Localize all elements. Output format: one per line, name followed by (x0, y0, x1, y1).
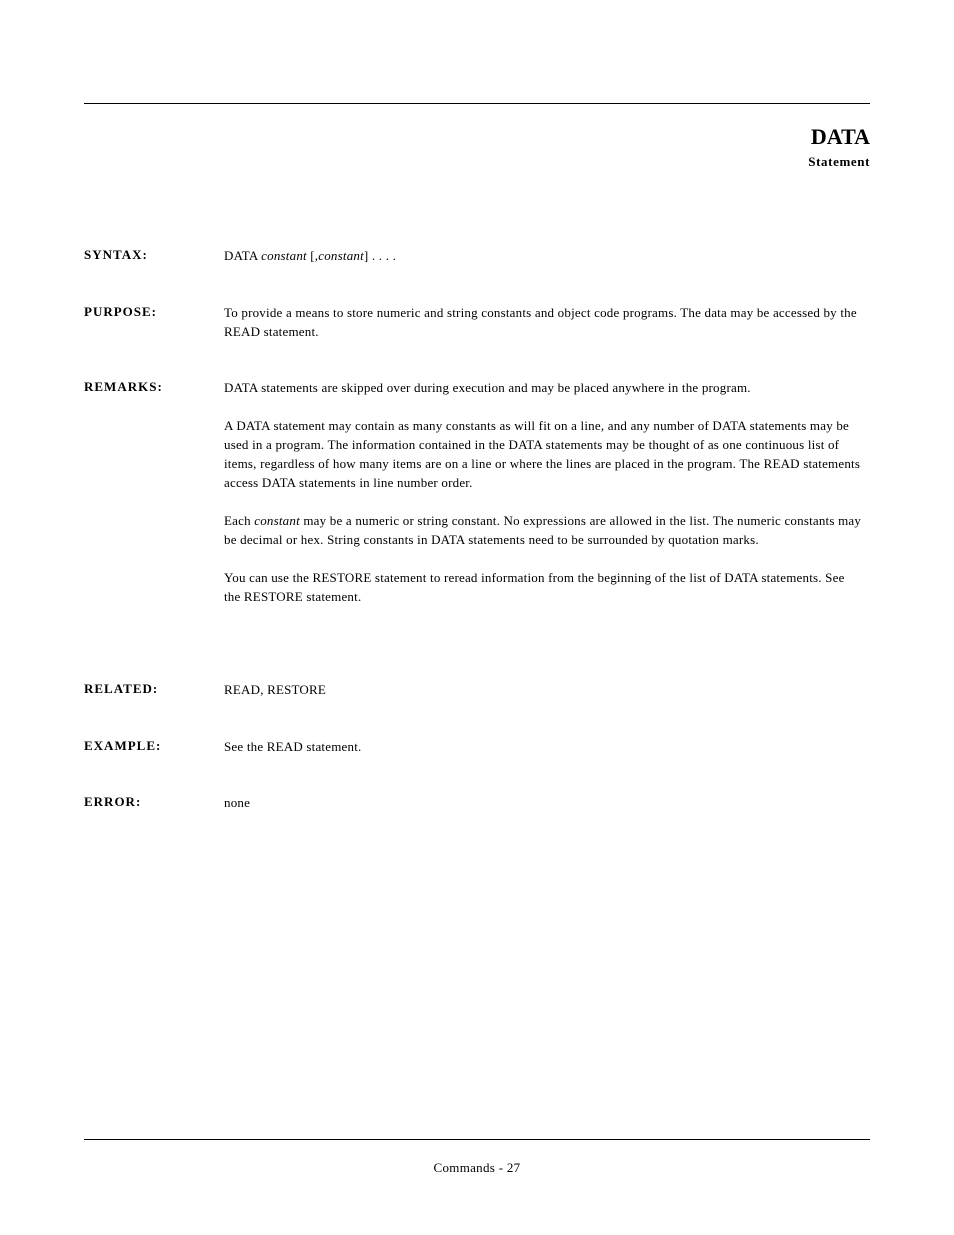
purpose-text (224, 303, 864, 341)
example-text: See the READ statement. (224, 739, 362, 754)
remarks-p3-em: constant (254, 513, 300, 528)
error-label: ERROR: (84, 794, 142, 809)
remarks-p3-before: Each (224, 513, 251, 528)
syntax-arg2: constant (318, 248, 364, 263)
remarks-label: REMARKS: (84, 379, 163, 394)
page-footer: Commands - 27 (433, 1160, 521, 1175)
syntax-bracket-close: ] . . . . (363, 248, 397, 263)
example-label: EXAMPLE: (84, 738, 162, 753)
footer-rule (84, 1139, 870, 1140)
remarks-p3-after: may be a numeric or string constant. No expressions are allowed in the list. The numeric constants may be decimal or hex. String constants in DATA statements need to be surrounded by quotation marks. (224, 513, 862, 547)
remarks-paragraph-1: DATA statements are skipped over during execution and may be placed anywhere in the program. (224, 380, 751, 395)
syntax-keyword: DATA (224, 248, 258, 263)
syntax-label: SYNTAX: (84, 247, 148, 262)
remarks-paragraph-4: You can use the RESTORE statement to reread information from the beginning of the list of DATA statements. See the RESTORE statement. (224, 570, 845, 604)
syntax-arg1: constant (261, 248, 307, 263)
error-text: none (224, 795, 251, 810)
header-rule (84, 103, 870, 104)
related-text: READ, RESTORE (224, 682, 327, 697)
syntax-text (224, 246, 864, 265)
syntax-bracket-open: [, (310, 248, 319, 263)
remarks-text (224, 378, 864, 606)
remarks-paragraph-3 (224, 511, 864, 549)
purpose-label: PURPOSE: (84, 304, 157, 319)
related-label: RELATED: (84, 681, 159, 696)
page-title: DATA (810, 124, 870, 149)
remarks-paragraph-2: A DATA statement may contain as many constants as will fit on a line, and any number of DATA statements may be used in a program. The information contained in the DATA statements may be thought of as one continuous list of items, regardless of how many items are on a line or where the lines are placed in the program. The READ statements access DATA statements in line number order. (224, 418, 861, 490)
purpose-paragraph: To provide a means to store numeric and string constants and object code programs. The data may be accessed by the READ statement. (224, 305, 857, 339)
page-subtitle: Statement (808, 154, 870, 169)
